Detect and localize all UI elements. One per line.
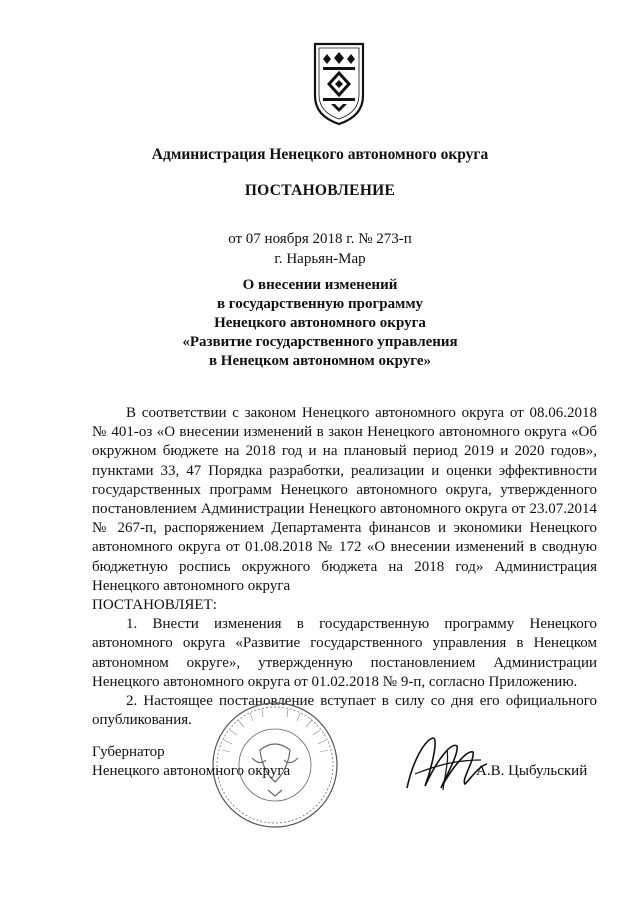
document-body bbox=[92, 404, 597, 730]
position-line: Губернатор bbox=[92, 744, 165, 760]
preamble-paragraph: В соответствии с законом Ненецкого автономного округа от 08.06.2018 № 401-оз «О внесении изменений в закон Ненецкого автономного округа «Об окружном бюджете на 2018 год и на плановый период 2019 и 2020 годов», пунктами 33, 47 Порядка разработки, реализации и оценки эффективности государственных программ Ненецкого автономного округа, утвержденного постановлением Администрации Ненецкого автономного округа от 23.07.2014 № 267-п, распоряжением Департамента финансов и экономики Ненецкого автономного округа от 01.08.2018 № 172 «О внесении изменений в сводную бюджетную роспись окружного бюджета на 2018 год» Администрация Ненецкого автономного округа bbox=[92, 405, 597, 594]
item-2-paragraph: 2. Настоящее постановление вступает в силу со дня его официального опубликования. bbox=[92, 693, 597, 729]
signer-name: А.В. Цыбульский bbox=[476, 763, 588, 779]
item-1-paragraph: 1. Внести изменения в государственную программу Ненецкого автономного округа «Развитие государственного управления в Ненецком автономном округе», утвержденную постановлением Администрации Ненецкого автономного округа от 01.02.2018 № 9-п, согласно Приложению. bbox=[92, 616, 597, 690]
coat-of-arms-icon bbox=[311, 40, 367, 126]
organization-title: Администрация Ненецкого автономного округа bbox=[151, 146, 489, 163]
date-block bbox=[0, 229, 640, 269]
decree-word: ПОСТАНОВЛЯЕТ: bbox=[92, 597, 217, 614]
subject-line: в Ненецком автономном округе» bbox=[208, 353, 432, 369]
signer-position bbox=[92, 743, 290, 781]
position-line: Ненецкого автономного округа bbox=[92, 763, 291, 779]
place: г. Нарьян-Мар bbox=[274, 251, 366, 267]
document-type: ПОСТАНОВЛЕНИЕ bbox=[244, 182, 396, 199]
subject-line: Ненецкого автономного округа bbox=[214, 315, 426, 331]
document-subject bbox=[0, 276, 640, 371]
subject-line: О внесении изменений bbox=[242, 277, 398, 293]
date-number: от 07 ноября 2018 г. № 273-п bbox=[228, 231, 412, 247]
subject-line: в государственную программу bbox=[216, 296, 424, 312]
subject-line: «Развитие государственного управления bbox=[182, 334, 458, 350]
